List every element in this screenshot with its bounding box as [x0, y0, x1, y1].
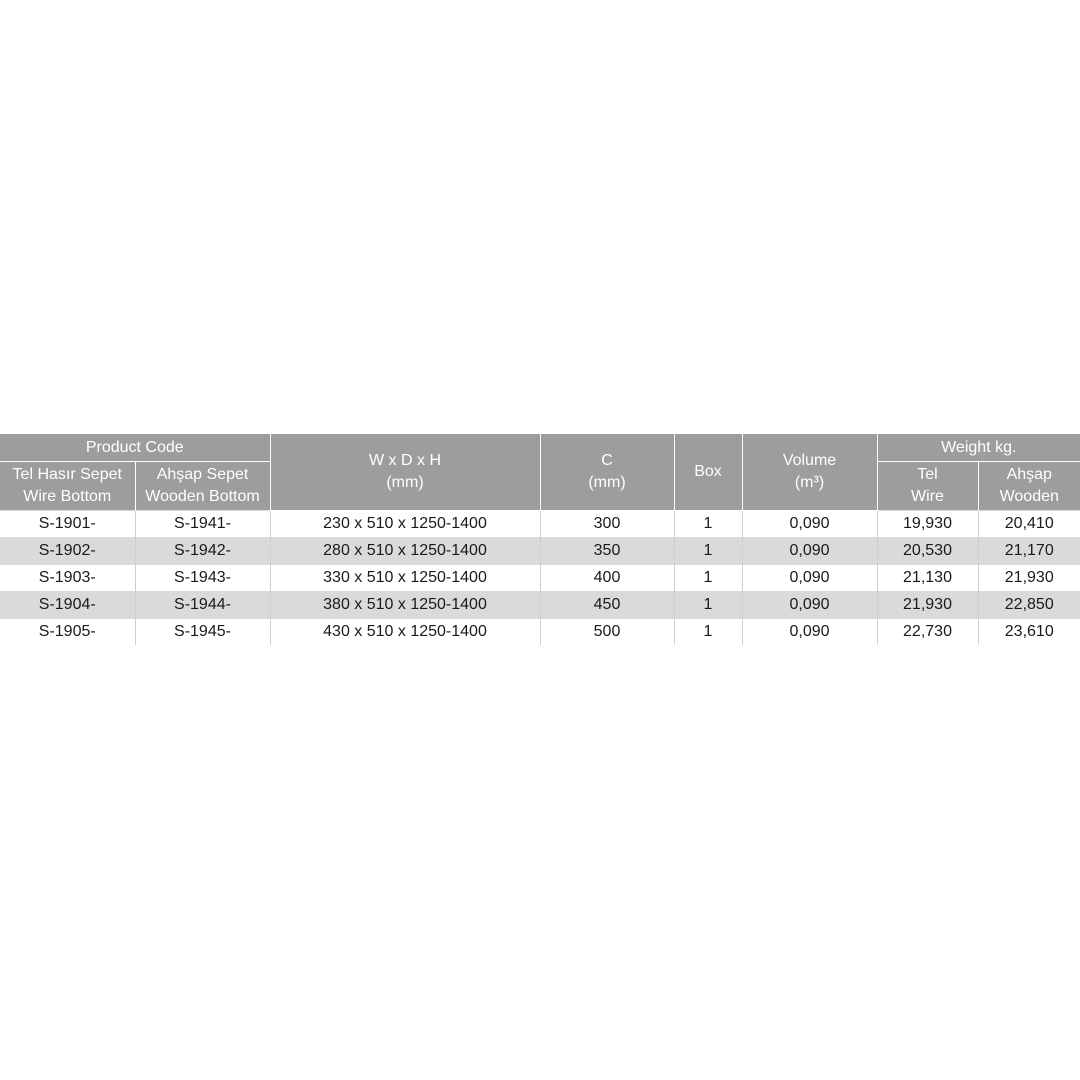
box-cell: 1 — [674, 592, 742, 619]
wood-code-cell: S-1945- — [135, 619, 270, 646]
volume-cell: 0,090 — [742, 619, 877, 646]
volume-header — [742, 434, 877, 511]
weight-wood-cell: 21,930 — [978, 565, 1080, 592]
c-header-label: C — [601, 452, 613, 469]
table-row — [0, 592, 1080, 619]
wire-code-header — [0, 462, 135, 511]
volume-cell: 0,090 — [742, 592, 877, 619]
box-cell: 1 — [674, 538, 742, 565]
box-cell: 1 — [674, 565, 742, 592]
dimensions-header — [270, 434, 540, 511]
table-row — [0, 511, 1080, 538]
wire-code-header-tr: Tel Hasır Sepet — [12, 466, 122, 483]
weight-wood-header-en: Wooden — [999, 488, 1059, 505]
volume-cell: 0,090 — [742, 511, 877, 538]
dimensions-cell: 280 x 510 x 1250-1400 — [270, 538, 540, 565]
weight-wire-cell: 20,530 — [877, 538, 978, 565]
dimensions-header-unit: (mm) — [386, 474, 424, 491]
dimensions-header-label: W x D x H — [369, 452, 441, 469]
table-header — [0, 434, 1080, 511]
weight-wood-cell: 22,850 — [978, 592, 1080, 619]
table-row — [0, 538, 1080, 565]
weight-wood-cell: 21,170 — [978, 538, 1080, 565]
wood-code-cell: S-1943- — [135, 565, 270, 592]
dimensions-cell: 330 x 510 x 1250-1400 — [270, 565, 540, 592]
weight-wire-header-tr: Tel — [917, 466, 938, 483]
c-cell: 450 — [540, 592, 674, 619]
volume-header-unit: (m³) — [794, 474, 825, 491]
wire-code-cell: S-1905- — [0, 619, 135, 646]
product-code-header: Product Code — [0, 434, 270, 462]
weight-wire-cell: 19,930 — [877, 511, 978, 538]
table-row — [0, 619, 1080, 646]
wire-code-cell: S-1903- — [0, 565, 135, 592]
wire-code-cell: S-1904- — [0, 592, 135, 619]
weight-wood-header-tr: Ahşap — [1006, 466, 1052, 483]
product-spec-table — [0, 434, 1080, 645]
volume-cell: 0,090 — [742, 565, 877, 592]
c-cell: 400 — [540, 565, 674, 592]
weight-header: Weight kg. — [877, 434, 1080, 462]
c-header — [540, 434, 674, 511]
weight-wood-cell: 23,610 — [978, 619, 1080, 646]
wood-code-cell: S-1944- — [135, 592, 270, 619]
c-cell: 500 — [540, 619, 674, 646]
wood-code-header-tr: Ahşap Sepet — [156, 466, 249, 483]
dimensions-cell: 230 x 510 x 1250-1400 — [270, 511, 540, 538]
weight-wire-cell: 22,730 — [877, 619, 978, 646]
table-body — [0, 511, 1080, 646]
weight-wire-cell: 21,130 — [877, 565, 978, 592]
box-header: Box — [674, 434, 742, 511]
wood-code-cell: S-1942- — [135, 538, 270, 565]
box-cell: 1 — [674, 511, 742, 538]
weight-wood-cell: 20,410 — [978, 511, 1080, 538]
weight-wood-header — [978, 462, 1080, 511]
c-cell: 300 — [540, 511, 674, 538]
weight-wire-header — [877, 462, 978, 511]
dimensions-cell: 430 x 510 x 1250-1400 — [270, 619, 540, 646]
c-cell: 350 — [540, 538, 674, 565]
volume-header-label: Volume — [782, 452, 837, 469]
wood-code-header-en: Wooden Bottom — [145, 488, 260, 505]
dimensions-cell: 380 x 510 x 1250-1400 — [270, 592, 540, 619]
box-cell: 1 — [674, 619, 742, 646]
weight-wire-header-en: Wire — [911, 488, 944, 505]
wood-code-cell: S-1941- — [135, 511, 270, 538]
table-row — [0, 565, 1080, 592]
volume-cell: 0,090 — [742, 538, 877, 565]
c-header-unit: (mm) — [588, 474, 626, 491]
wire-code-header-en: Wire Bottom — [23, 488, 112, 505]
wire-code-cell: S-1902- — [0, 538, 135, 565]
wood-code-header — [135, 462, 270, 511]
wire-code-cell: S-1901- — [0, 511, 135, 538]
weight-wire-cell: 21,930 — [877, 592, 978, 619]
